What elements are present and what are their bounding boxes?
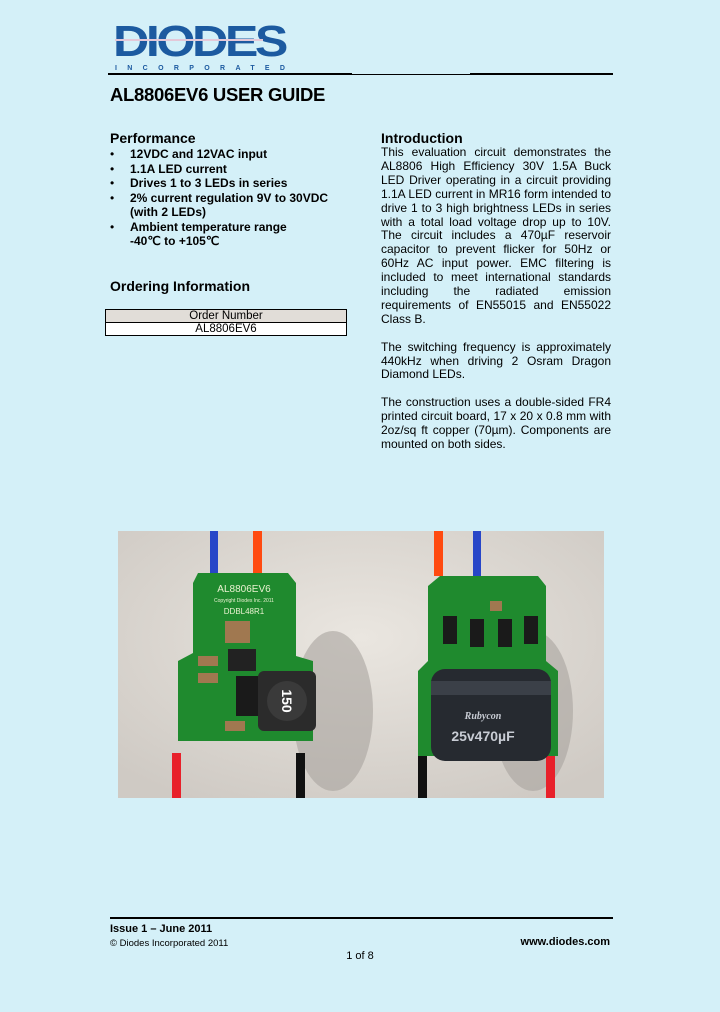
- list-item: • 1.1A LED current: [110, 162, 350, 177]
- copyright: © Diodes Incorporated 2011: [110, 938, 229, 949]
- svg-text:INCORPORATED: INCORPORATED: [115, 65, 285, 72]
- list-item: • 2% current regulation 9V to 30VDC (with 2 LEDs): [110, 191, 350, 220]
- introduction-heading: Introduction: [381, 130, 463, 146]
- header-rule: [352, 74, 470, 75]
- issue-date: Issue 1 – June 2011: [110, 923, 213, 935]
- header-rule: [470, 73, 613, 75]
- header-rule: [108, 73, 352, 75]
- page-number: 1 of 8: [346, 950, 374, 962]
- performance-heading: Performance: [110, 130, 196, 146]
- introduction-body: [381, 146, 611, 466]
- paragraph: The construction uses a double-sided FR4 printed circuit board, 17 x 20 x 0.8 mm with 2oz/sq ft copper (70µm). Components are mounted on both sides.: [381, 395, 611, 451]
- list-item: • Ambient temperature range -40℃ to +105℃: [110, 220, 305, 249]
- svg-text:DIODES: DIODES: [113, 20, 287, 66]
- performance-list: [110, 147, 350, 249]
- page-title: AL8806EV6 USER GUIDE: [110, 84, 326, 105]
- paragraph: The switching frequency is approximately 440kHz when driving 2 Osram Dragon Diamond LEDs.: [381, 339, 611, 382]
- svg-text:25v470µF: 25v470µF: [451, 728, 515, 744]
- diodes-logo: [113, 20, 298, 72]
- table-cell: AL8806EV6: [106, 323, 347, 336]
- svg-text:Copyright Diodes Inc. 2011: Copyright Diodes Inc. 2011: [214, 598, 274, 604]
- evaluation-board-photo: [118, 531, 604, 798]
- list-item: • 12VDC and 12VAC input: [110, 147, 350, 162]
- paragraph: This evaluation circuit demonstrates the AL8806 High Efficiency 30V 1.5A Buck LED Driver operating in a circuit providing 1.1A LED current in MR16 form intended to drive 1 to 3 high brightness LEDs in series with a total load voltage drop up to 10V. The circuit includes a 470µF reservoir capacitor to prevent flicker for 50Hz or 60Hz AC input power. EMC filtering is included to meet international standards including the radiated emission requirements of EN55015 and EN55022 Class B.: [381, 145, 611, 326]
- list-item: • Drives 1 to 3 LEDs in series: [110, 176, 350, 191]
- svg-text:Rubycon: Rubycon: [464, 711, 502, 722]
- ordering-table: [105, 309, 347, 336]
- svg-text:150: 150: [279, 689, 295, 713]
- ordering-heading: Ordering Information: [110, 278, 250, 294]
- svg-text:AL8806EV6: AL8806EV6: [217, 584, 271, 595]
- svg-text:DDBL48R1: DDBL48R1: [223, 607, 265, 616]
- table-header: Order Number: [106, 310, 347, 323]
- footer-rule: [110, 917, 613, 919]
- website-link[interactable]: www.diodes.com: [520, 936, 610, 948]
